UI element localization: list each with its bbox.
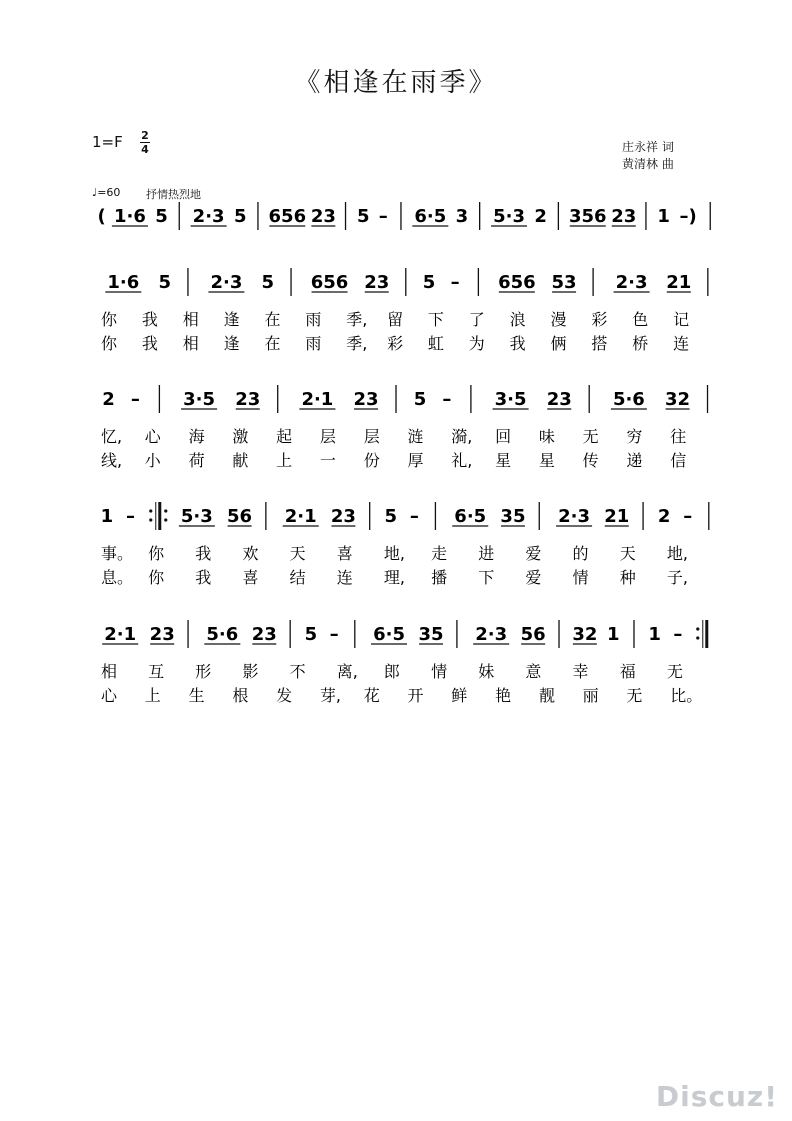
lyric-1: 相 [101,662,118,681]
lyric-2: 我 [141,334,158,353]
watermark-logo: Discuz! [655,1080,778,1113]
lyric-2: 结 [289,568,306,587]
lyric-1: 漪, [451,427,473,446]
lyric-2: 传 [582,451,599,470]
lyric-1: 影 [242,662,259,681]
lyric-1: 无 [582,427,599,446]
lyric-1: 味 [538,427,555,446]
lyric-1: 无 [666,662,683,681]
note-group: 23 [364,272,390,293]
lyric-1: 彩 [591,310,608,329]
lyric-1: 福 [619,662,636,681]
lyric-1: 天 [619,544,636,563]
note-group: 56 [227,506,253,527]
lyric-1: 层 [319,427,336,446]
note-group: 2 [657,506,671,527]
lyric-1: 的 [572,544,589,563]
lyric-1: 起 [276,427,293,446]
lyric-1: 了 [468,310,485,329]
lyric-2: 靓 [538,686,555,705]
lyric-1: 你 [101,310,118,329]
note-group: 656 [498,272,536,293]
note-group: 2·1 [284,506,317,527]
lyric-2: 上 [276,451,293,470]
note-group: 23 [330,506,356,527]
lyric-2: 鲜 [451,686,468,705]
note-group: ( [97,206,106,227]
lyric-1: 心 [144,427,161,446]
system-1 [98,202,711,230]
system-5 [101,620,707,705]
system-2 [101,268,708,353]
lyric-2: 一 [319,451,336,470]
note-group: 2·1 [301,389,334,410]
lyric-1: 喜 [336,544,353,563]
lyric-1: 漫 [550,310,567,329]
lyric-1: 涟 [407,427,424,446]
note-group: 1·6 [107,272,140,293]
lyric-2: 我 [195,568,212,587]
note-group: 5 [261,272,275,293]
note-group: 356 [568,206,607,227]
lyric-1: 留 [387,310,404,329]
note-group: 2 [102,389,115,410]
note-group: 5 [384,506,397,527]
lyric-2: 礼, [451,451,473,470]
lyric-1: 地, [666,544,688,563]
lyric-1: 你 [148,544,165,563]
lyric-2: 逢 [223,334,240,353]
note-group: 23 [251,624,277,645]
note-group: 3 [455,206,469,227]
lyric-1: 我 [141,310,158,329]
note-group: – [329,624,339,645]
lyric-2: 桥 [632,334,649,353]
lyric-2: 生 [188,686,205,705]
composer-credit: 黄清林 曲 [622,157,674,171]
lyric-2: 心 [101,686,118,705]
note-group: 2·3 [210,272,243,293]
lyric-2: 献 [232,451,249,470]
note-group: 1 [657,206,670,227]
lyricist-credit: 庄永祥 词 [622,140,674,154]
lyric-1: 妹 [478,662,495,681]
lyric-2: 荷 [188,451,205,470]
repeat-dot [149,518,152,521]
note-group: 6·5 [373,624,405,645]
lyric-2: 你 [101,334,118,353]
note-group: 23 [353,389,379,410]
lyric-2: 开 [407,686,424,705]
note-group: 6·5 [414,206,447,227]
lyric-2: 芽, [319,686,342,705]
lyric-1: 郎 [383,662,400,681]
lyric-1: 地, [383,544,406,563]
lyric-1: 不 [289,662,306,681]
note-group: – [125,506,135,527]
repeat-dot [696,627,699,630]
lyric-2: 发 [276,686,293,705]
lyric-2: 你 [148,568,165,587]
lyric-1: 互 [148,662,165,681]
lyric-2: 厚 [407,451,424,470]
lyric-2: 信 [670,451,687,470]
key-signature: 1=F [92,133,123,151]
system-3 [101,385,708,470]
lyric-2: 雨 [305,334,322,353]
lyric-2: 息。 [101,568,134,587]
note-group: – [442,389,452,410]
note-group: 53 [551,272,577,293]
lyric-2: 情 [572,568,589,587]
lyric-1: 幸 [572,662,589,681]
lyric-2: 下 [478,568,495,587]
note-group: – [409,506,419,527]
lyric-1: 我 [195,544,212,563]
tempo-marking: ♩=60 [92,186,121,199]
note-group: 23 [149,624,175,645]
note-group: – [130,389,140,410]
lyric-1: 记 [673,310,690,329]
lyric-1: 逢 [223,310,240,329]
lyric-2: 虹 [427,334,444,353]
note-group: 21 [604,506,630,527]
note-group: 23 [235,389,261,410]
lyric-2: 连 [673,334,690,353]
note-group: 5·6 [612,389,645,410]
lyric-1: 形 [195,662,212,681]
note-group: 2·3 [192,206,225,227]
note-group: 2 [534,206,547,227]
lyric-2: 上 [144,686,161,705]
lyric-2: 季, [346,334,368,353]
note-group: 1 [648,624,661,645]
time-signature-bottom: 4 [141,143,149,156]
lyric-2: 无 [626,686,643,705]
lyric-2: 相 [182,334,199,353]
lyric-1: 季, [346,310,368,329]
note-group: 21 [666,272,692,293]
note-group: 656 [268,206,307,227]
lyric-2: 在 [264,334,281,353]
lyric-2: 彩 [387,334,404,353]
lyric-1: 往 [670,427,687,446]
expression-marking: 抒情热烈地 [146,188,201,201]
note-group: 5 [413,389,427,410]
lyric-1: 忆, [101,427,123,446]
lyric-2: 花 [363,686,380,705]
lyric-2: 丽 [582,686,599,705]
note-group: 3·5 [183,389,216,410]
lyric-2: 理, [383,568,406,587]
lyric-2: 星 [495,451,512,470]
song-title: 《相逢在雨季》 [294,68,498,98]
note-group: 2·3 [558,506,591,527]
lyric-1: 色 [632,310,649,329]
note-group: 23 [546,389,572,410]
lyric-1: 海 [188,427,205,446]
lyric-2: 递 [626,451,643,470]
note-group: 5 [233,206,247,227]
note-group: 3·5 [494,389,527,410]
note-group: – [683,506,693,527]
note-group: 2·1 [104,624,137,645]
note-group: 1·6 [113,206,146,227]
lyric-2: 小 [144,451,161,470]
lyric-2: 种 [619,568,636,587]
lyric-2: 份 [363,451,380,470]
lyric-2: 比。 [670,686,703,705]
note-group: –) [679,206,697,227]
lyric-1: 情 [431,662,448,681]
note-group: 5·3 [180,506,213,527]
lyric-2: 搭 [591,334,608,353]
lyric-1: 走 [431,544,448,563]
lyric-1: 欢 [242,544,259,563]
lyric-2: 连 [336,568,353,587]
note-group: 35 [500,506,526,527]
lyric-2: 俩 [550,334,567,353]
repeat-dot [696,636,699,639]
lyric-1: 天 [289,544,306,563]
note-group: – [450,272,460,293]
note-group: 32 [665,389,691,410]
note-group: 1 [607,624,620,645]
lyric-1: 意 [525,662,542,681]
note-group: 23 [611,206,637,227]
time-signature-top: 2 [141,129,149,142]
repeat-dot [164,509,167,512]
note-group: 5 [158,272,171,293]
lyric-1: 激 [232,427,249,446]
lyric-2: 播 [431,568,448,587]
note-group: 35 [418,624,444,645]
note-group: 656 [310,272,349,293]
lyric-2: 艳 [495,686,512,705]
note-group: 5 [422,272,436,293]
lyric-1: 雨 [305,310,322,329]
lyric-2: 喜 [242,568,259,587]
note-group: 32 [572,624,598,645]
lyric-2: 线, [101,451,123,470]
lyric-1: 在 [264,310,281,329]
note-group: 6·5 [454,506,487,527]
note-group: 5 [357,206,370,227]
lyric-1: 穷 [626,427,643,446]
note-group: 5·3 [493,206,525,227]
lyric-2: 爱 [525,568,542,587]
note-group: 5 [155,206,168,227]
note-group: 1 [100,506,114,527]
lyric-2: 子, [666,568,688,587]
lyric-2: 我 [509,334,526,353]
system-4 [101,502,709,587]
repeat-dot [164,518,167,521]
note-group: 56 [520,624,546,645]
note-group: 23 [310,206,336,227]
note-group: 2·3 [615,272,648,293]
lyric-1: 浪 [509,310,526,329]
lyric-1: 事。 [101,544,134,563]
lyric-1: 层 [363,427,380,446]
note-group: 5 [304,624,318,645]
lyric-1: 离, [336,662,358,681]
note-group: – [673,624,683,645]
lyric-2: 星 [538,451,555,470]
lyric-2: 为 [468,334,485,353]
note-group: – [378,206,388,227]
lyric-1: 爱 [525,544,542,563]
lyric-1: 回 [495,427,512,446]
note-group: 5·6 [206,624,239,645]
lyric-1: 下 [427,310,444,329]
lyric-1: 相 [182,310,199,329]
repeat-dot [149,509,152,512]
lyric-2: 根 [232,686,249,705]
note-group: 2·3 [475,624,508,645]
lyric-1: 进 [478,544,495,563]
